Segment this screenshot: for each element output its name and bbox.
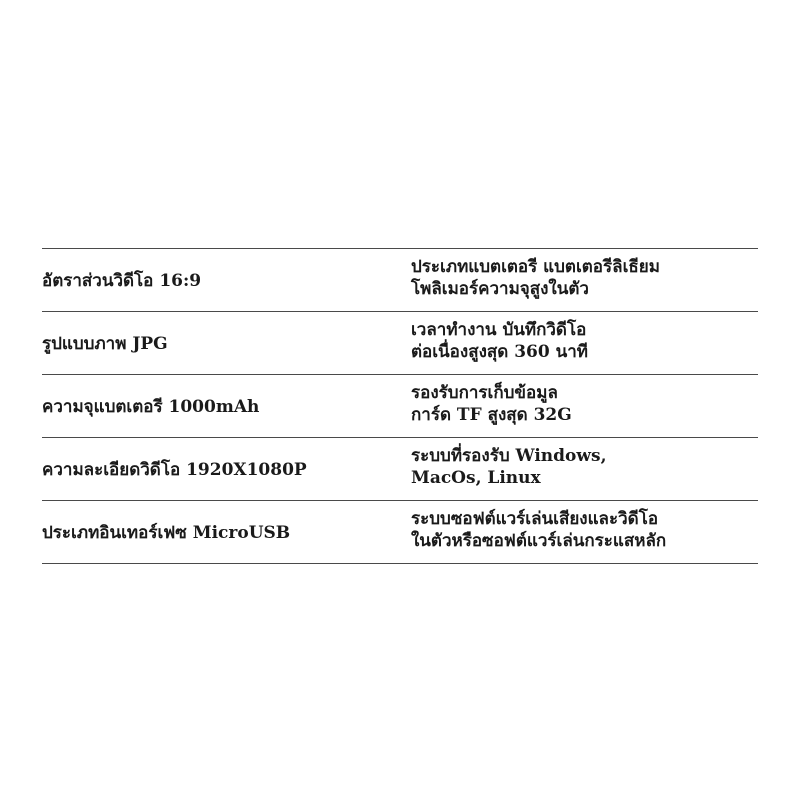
spec-row bbox=[42, 500, 758, 564]
spec-label: ความจุแบตเตอรี 1000mAh bbox=[42, 396, 260, 417]
spec-detail-line: ระบบที่รองรับ Windows, bbox=[411, 446, 607, 466]
spec-label: รูปแบบภาพ JPG bbox=[42, 333, 168, 354]
spec-detail bbox=[411, 508, 761, 552]
spec-label: อัตราส่วนวิดีโอ 16:9 bbox=[42, 270, 202, 291]
spec-detail-line: รองรับการเก็บข้อมูล bbox=[411, 383, 558, 403]
spec-detail-line: ระบบซอฟต์แวร์เล่นเสียงและวิดีโอ bbox=[411, 509, 659, 529]
spec-detail-line: การ์ด TF สูงสุด 32G bbox=[411, 405, 572, 425]
spec-row bbox=[42, 248, 758, 311]
spec-row bbox=[42, 374, 758, 437]
spec-detail bbox=[411, 256, 761, 300]
spec-row bbox=[42, 311, 758, 374]
spec-label: ความละเอียดวิดีโอ 1920X1080P bbox=[42, 459, 307, 480]
spec-detail-line: MacOs, Linux bbox=[411, 468, 541, 488]
spec-label: ประเภทอินเทอร์เฟซ MicroUSB bbox=[42, 522, 291, 543]
spec-detail-line: เวลาทำงาน บันทึกวิดีโอ bbox=[411, 320, 587, 340]
spec-detail-line: ต่อเนื่องสูงสุด 360 นาที bbox=[411, 342, 588, 362]
spec-table bbox=[42, 248, 758, 564]
spec-detail bbox=[411, 319, 761, 363]
spec-detail-line: ในตัวหรือซอฟต์แวร์เล่นกระแสหลัก bbox=[411, 531, 667, 551]
spec-detail bbox=[411, 445, 761, 489]
spec-row bbox=[42, 437, 758, 500]
spec-detail-line: โพลิเมอร์ความจุสูงในตัว bbox=[411, 279, 589, 299]
spec-detail bbox=[411, 382, 761, 426]
spec-detail-line: ประเภทแบตเตอรี แบตเตอรีลิเธียม bbox=[411, 257, 660, 277]
